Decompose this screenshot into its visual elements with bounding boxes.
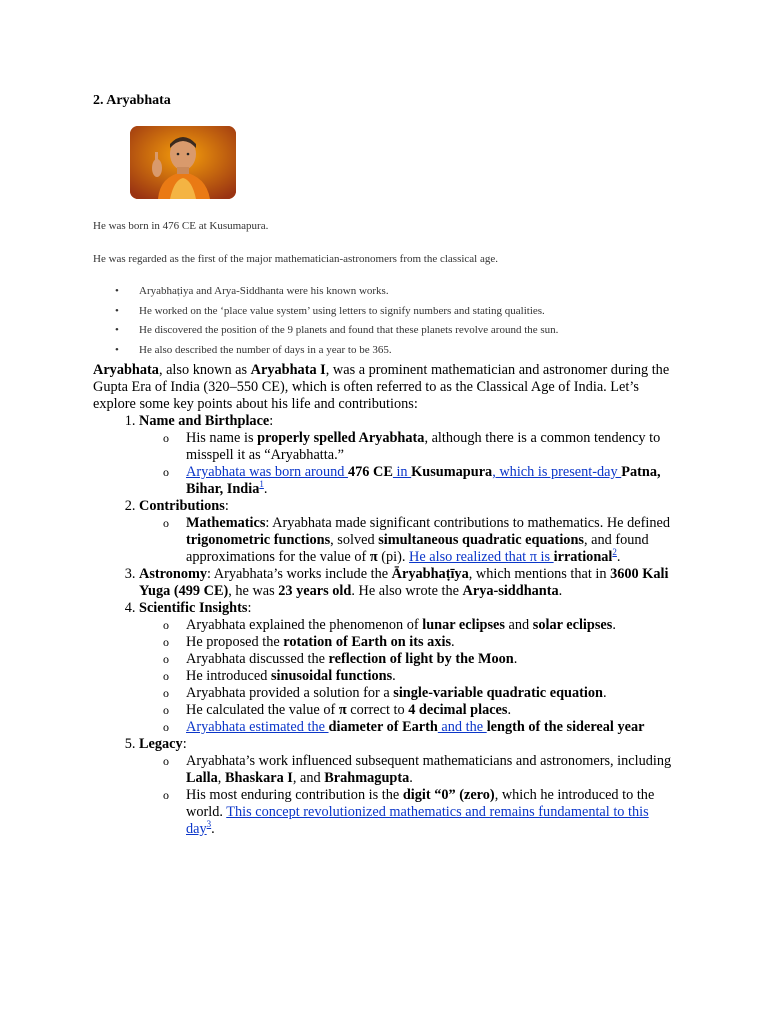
list-item-name-birthplace: 1. Name and Birthplace: o His name is properly spelled Aryabhata, although there is a common tendency to misspell it as “Aryabhatta.” o Aryabhata was born around 476 CE in Kusumapura, which is present-day Patna, Bihar, India$^1$. bbox=[139, 413, 673, 498]
citation-link-1b[interactable]: in bbox=[392, 464, 412, 480]
list-item: • He discovered the position of the 9 planets and found that these planets revolve around the sun. bbox=[115, 323, 558, 343]
key-points-list bbox=[93, 413, 673, 838]
main-content bbox=[93, 362, 673, 838]
citation-link-2[interactable]: He also realized that π is bbox=[409, 549, 554, 565]
list-item: o Aryabhata’s work influenced subsequent mathematicians and astronomers, including Lalla, Bhaskara I, and Brahmagupta. bbox=[186, 753, 673, 787]
list-item: • He worked on the ‘place value system’ using letters to signify numbers and stating qualities. bbox=[115, 304, 558, 324]
list-item: o He introduced sinusoidal functions. bbox=[186, 668, 673, 685]
footnote-1[interactable]: 1 bbox=[259, 479, 264, 490]
portrait-illustration bbox=[130, 126, 236, 199]
citation-link-1[interactable]: Aryabhata was born around bbox=[186, 464, 348, 480]
list-item: • He also described the number of days in a year to be 365. bbox=[115, 343, 558, 363]
intro-paragraph: Aryabhata, also known as Aryabhata I, was a prominent mathematician and astronomer during the Gupta Era of India (320–550 CE), which is often referred to as the Classical Age of India. Let’s explore some key points about his life and contributions: bbox=[93, 362, 670, 412]
citation-link-4[interactable]: This concept revolutionized mathematics and remains fundamental to this day bbox=[186, 804, 649, 837]
list-item-contributions: 2. Contributions: o Mathematics: Aryabhata made significant contributions to mathematics. He defined trigonometric functions, solved simultaneous quadratic equations, and found approximations for the value of π (pi). He also realized that π is irrational$^2$. bbox=[139, 498, 673, 566]
regarded-sentence: He was regarded as the first of the major mathematician-astronomers from the classical age. bbox=[93, 253, 499, 265]
born-sentence: He was born in 476 CE at Kusumapura. bbox=[93, 220, 269, 232]
list-item: o He proposed the rotation of Earth on its axis. bbox=[186, 634, 673, 651]
citation-link-3[interactable]: Aryabhata estimated the bbox=[186, 719, 329, 735]
citation-link-1c[interactable]: , which is present-day bbox=[492, 464, 622, 480]
list-item: o He calculated the value of π correct to 4 decimal places. bbox=[186, 702, 673, 719]
known-works-list bbox=[115, 284, 558, 362]
aryabhata-portrait bbox=[130, 126, 236, 199]
list-item: o Aryabhata discussed the reflection of light by the Moon. bbox=[186, 651, 673, 668]
list-item: o His most enduring contribution is the digit “0” (zero), which he introduced to the world. This concept revolutionized mathematics and remains fundamental to this day$^3$. bbox=[186, 787, 673, 838]
citation-link-3b[interactable]: and the bbox=[437, 719, 487, 735]
section-heading: 2. Aryabhata bbox=[93, 93, 171, 108]
footnote-3[interactable]: 3 bbox=[206, 819, 212, 830]
list-item-legacy: 5. Legacy: o Aryabhata’s work influenced subsequent mathematicians and astronomers, including Lalla, Bhaskara I, and Brahmagupta. o His most enduring contribution is the digit “0” (zero), which he introduced to the world. This concept revolutionized mathematics and remains fundamental to this day$^3$. bbox=[139, 736, 673, 838]
list-item: • Aryabhaṭiya and Arya-Siddhanta were his known works. bbox=[115, 284, 558, 304]
list-item: o Aryabhata estimated the diameter of Earth and the length of the sidereal year bbox=[186, 719, 673, 736]
list-item: o His name is properly spelled Aryabhata, although there is a common tendency to misspell it as “Aryabhatta.” bbox=[186, 430, 673, 464]
footnote-2[interactable]: 2 bbox=[612, 547, 617, 558]
list-item-astronomy: 3. Astronomy: Aryabhata’s works include the Āryabhaṭīya, which mentions that in 3600 Kali Yuga (499 CE), he was 23 years old. He also wrote the Arya-siddhanta. bbox=[139, 566, 673, 600]
list-item: o Aryabhata explained the phenomenon of lunar eclipses and solar eclipses. bbox=[186, 617, 673, 634]
list-item: o Mathematics: Aryabhata made significant contributions to mathematics. He defined trigonometric functions, solved simultaneous quadratic equations, and found approximations for the value of π (pi). He also realized that π is irrational$^2$. bbox=[186, 515, 673, 566]
list-item-scientific-insights: 4. Scientific Insights: o Aryabhata explained the phenomenon of lunar eclipses and solar eclipses. o He proposed the rotation of Earth on its axis. o Aryabhata discussed the reflection of light by the Moon. o He introduced sinusoidal functions. o Aryabhata provided a solution for a single-variable quadratic equation. o He calculated the value of π correct to 4 decimal places. o Aryabhata estimated the diameter of Earth and the length of the sidereal year bbox=[139, 600, 673, 736]
list-item: o Aryabhata provided a solution for a single-variable quadratic equation. bbox=[186, 685, 673, 702]
list-item: o Aryabhata was born around 476 CE in Kusumapura, which is present-day Patna, Bihar, India$^1$. bbox=[186, 464, 673, 498]
